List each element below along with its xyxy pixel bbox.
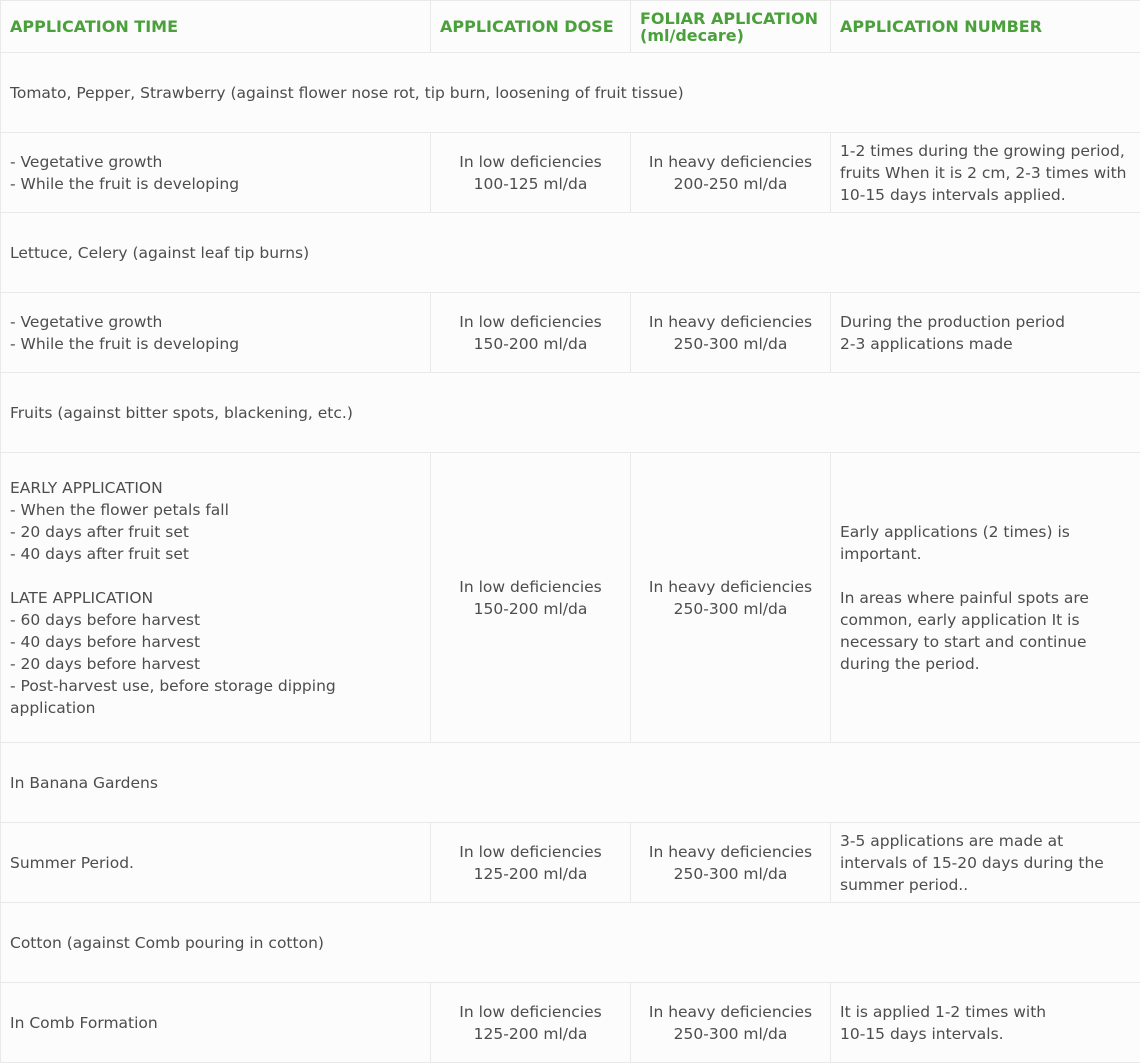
table-row: [1, 453, 1140, 743]
section-title: Lettuce, Celery (against leaf tip burns): [1, 213, 1140, 293]
application-dose-cell: In low deficiencies 150-200 ml/da: [431, 453, 631, 743]
application-dose-cell: In low deficiencies 125-200 ml/da: [431, 823, 631, 903]
foliar-application-cell: In heavy deficiencies 250-300 ml/da: [631, 983, 831, 1063]
foliar-application-cell: In heavy deficiencies 250-300 ml/da: [631, 293, 831, 373]
section-title: In Banana Gardens: [1, 743, 1140, 823]
table-row: [1, 133, 1140, 213]
foliar-application-cell: In heavy deficiencies 200-250 ml/da: [631, 133, 831, 213]
application-dose-cell: In low deficiencies 125-200 ml/da: [431, 983, 631, 1063]
table-row: [1, 983, 1140, 1063]
section-title: Tomato, Pepper, Strawberry (against flower nose rot, tip burn, loosening of fruit tissue): [1, 53, 1140, 133]
application-dose-cell: In low deficiencies 100-125 ml/da: [431, 133, 631, 213]
application-number-cell: During the production period 2-3 applications made: [831, 293, 1140, 373]
section-row-banana: [1, 743, 1140, 823]
application-dose-cell: In low deficiencies 150-200 ml/da: [431, 293, 631, 373]
section-row-fruits: [1, 373, 1140, 453]
application-number-cell: It is applied 1-2 times with 10-15 days intervals.: [831, 983, 1140, 1063]
foliar-application-cell: In heavy deficiencies 250-300 ml/da: [631, 823, 831, 903]
section-title: Fruits (against bitter spots, blackening, etc.): [1, 373, 1140, 453]
section-row-lettuce: [1, 213, 1140, 293]
foliar-application-cell: In heavy deficiencies 250-300 ml/da: [631, 453, 831, 743]
header-foliar-application: FOLIAR APLICATION (ml/decare): [631, 1, 831, 53]
header-application-time: APPLICATION TIME: [1, 1, 431, 53]
header-application-number: APPLICATION NUMBER: [831, 1, 1140, 53]
application-number-cell: Early applications (2 times) is important. In areas where painful spots are common, early application It is necessary to start and continue during the period.: [831, 453, 1140, 743]
application-time-cell: - Vegetative growth - While the fruit is developing: [1, 133, 431, 213]
header-application-dose: APPLICATION DOSE: [431, 1, 631, 53]
section-title: Cotton (against Comb pouring in cotton): [1, 903, 1140, 983]
application-time-cell: EARLY APPLICATION - When the flower petals fall - 20 days after fruit set - 40 days after fruit set LATE APPLICATION - 60 days before harvest - 40 days before harvest - 20 days before harvest - Post-harvest use, before storage dipping application: [1, 453, 431, 743]
application-time-cell: Summer Period.: [1, 823, 431, 903]
section-row-tomato: [1, 53, 1140, 133]
table-row: [1, 823, 1140, 903]
application-time-cell: In Comb Formation: [1, 983, 431, 1063]
table-header-row: [1, 1, 1140, 53]
section-row-cotton: [1, 903, 1140, 983]
application-number-cell: 3-5 applications are made at intervals of 15-20 days during the summer period..: [831, 823, 1140, 903]
application-time-cell: - Vegetative growth - While the fruit is developing: [1, 293, 431, 373]
application-number-cell: 1-2 times during the growing period, fruits When it is 2 cm, 2-3 times with 10-15 days intervals applied.: [831, 133, 1140, 213]
table-row: [1, 293, 1140, 373]
